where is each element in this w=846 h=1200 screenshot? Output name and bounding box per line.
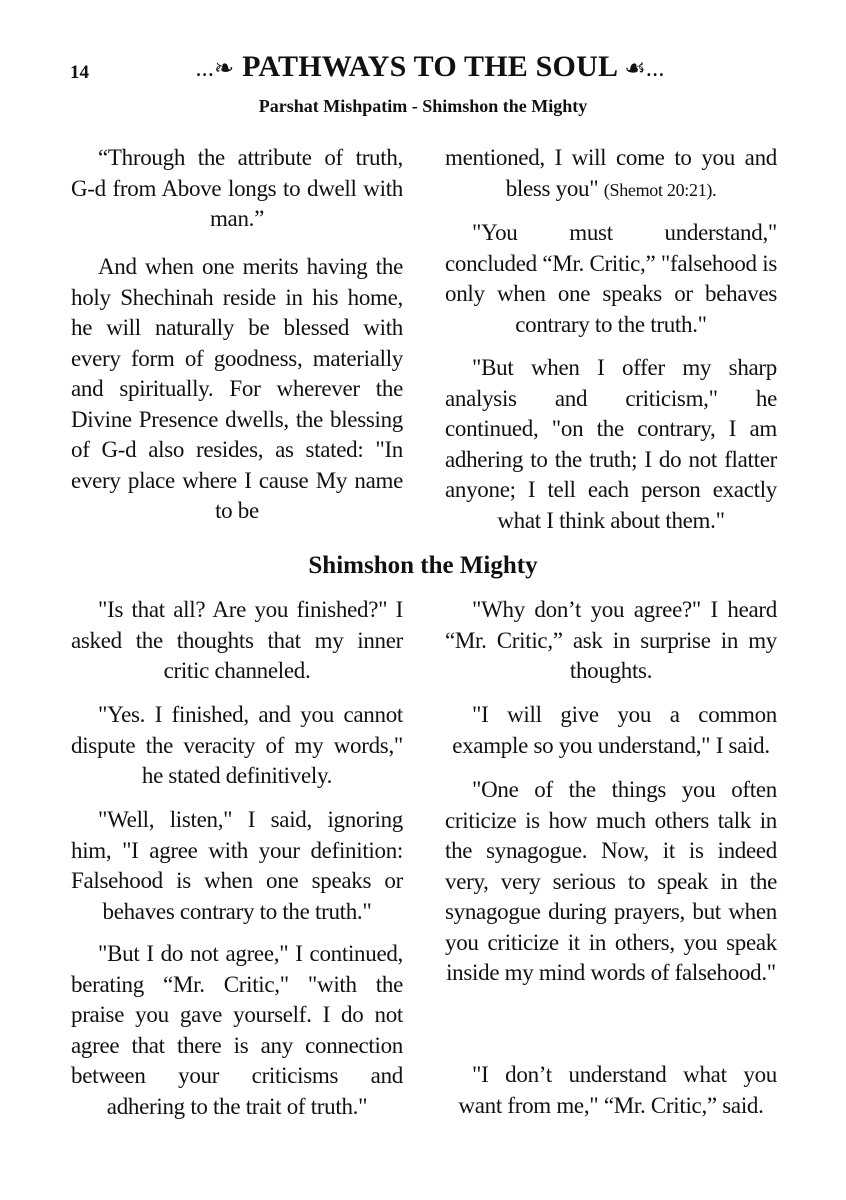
paragraph: "But I do not agree," I continued, berating “Mr. Critic," "with the praise you gave yourself. I do not agree that there is any connection between your criticisms and adhering to the trait of truth." [71,941,403,1119]
running-header [130,50,730,84]
paragraph-text: mentioned, I will come to you and bless you" [445,145,777,201]
section-heading: Shimshon the Mighty [308,552,538,579]
paragraph: "I don’t understand what you want from me," “Mr. Critic,” said. [458,1062,777,1118]
citation: (Shemot 20:21). [603,179,717,200]
ornament-left-icon: ...❧ [195,56,235,82]
paragraph: "Yes. I finished, and you cannot dispute the veracity of my words," he stated definitively. [71,702,403,788]
paragraph: "Why don’t you agree?" I heard “Mr. Critic,” ask in surprise in my thoughts. [445,597,777,683]
paragraph: "I will give you a common example so you understand," I said. [452,702,777,758]
paragraph: "Is that all? Are you finished?" I asked the thoughts that my inner critic channeled. [71,597,403,683]
chapter-subtitle: Parshat Mishpatim - Shimshon the Mighty [258,96,588,116]
paragraph: "Well, listen," I said, ignoring him, "I agree with your definition: Falsehood is when one speaks or behaves contrary to the truth." [71,807,403,924]
paragraph: "One of the things you often criticize is how much others talk in the synagogue. Now, it is indeed very, very serious to speak in the synagogue during prayers, but when you criticize it in others, you speak inside my mind words of falsehood." [445,777,777,985]
page-number: 14 [70,62,89,83]
paragraph: "You must understand," concluded “Mr. Critic,” "falsehood is only when one speaks or behaves contrary to the truth." [445,220,777,337]
paragraph [445,143,777,205]
paragraph: And when one merits having the holy Shechinah reside in his home, he will naturally be blessed with every form of goodness, materially and spiritually. For wherever the Divine Presence dwells, the blessing of G-d also resides, as stated: "In every place where I cause My name to be [71,254,403,523]
paragraph: “Through the attribute of truth, G-d from Above longs to dwell with man.” [71,145,403,231]
ornament-right-icon: ☙... [624,56,665,82]
paragraph: "But when I offer my sharp analysis and criticism," he continued, "on the contrary, I am adhering to the truth; I do not flatter anyone; I tell each person exactly what I think about them." [445,355,777,533]
book-title: PATHWAYS TO THE SOUL [242,50,617,83]
